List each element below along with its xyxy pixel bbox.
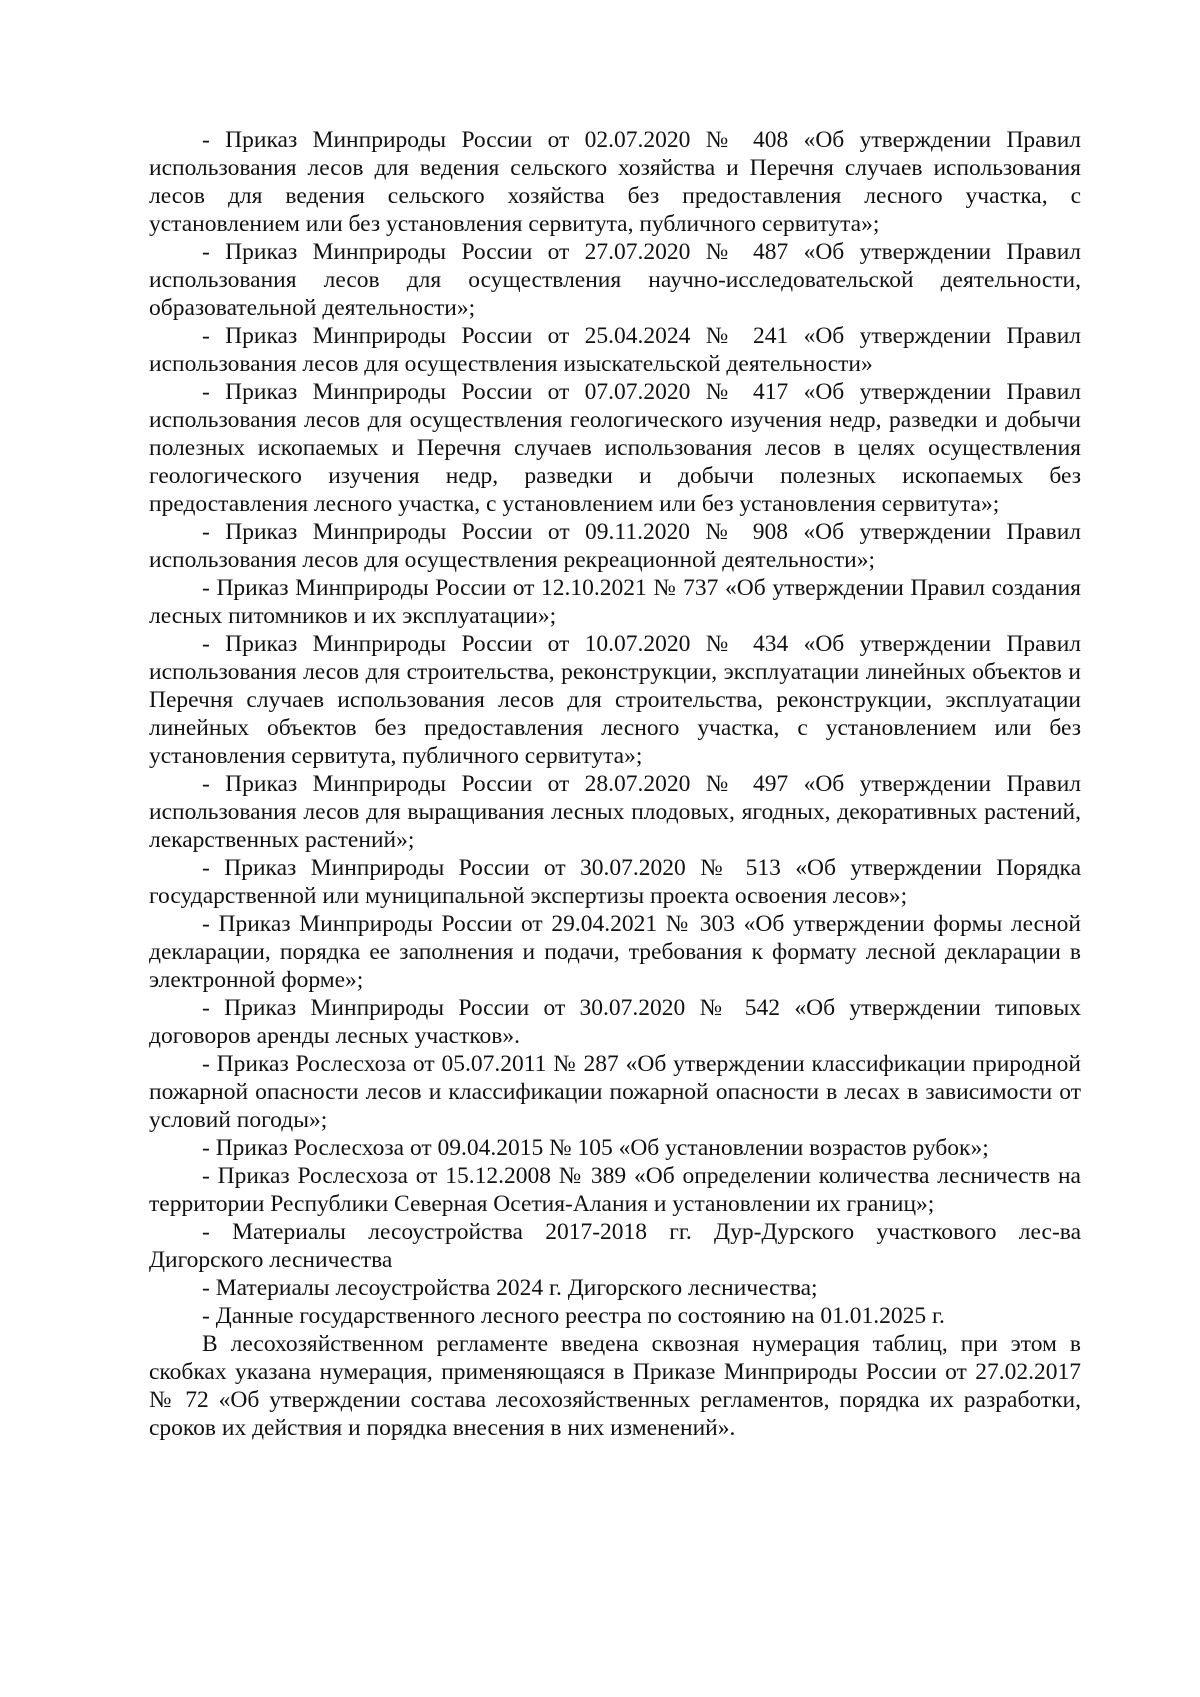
- paragraph-order-542: - Приказ Минприроды России от 30.07.2020 № 542 «Об утверждении типовых договоров аренды лесных участков».: [149, 995, 1081, 1049]
- paragraph-order-434: - Приказ Минприроды России от 10.07.2020 № 434 «Об утверждении Правил использования лесов для строительства, реконструкции, эксплуатации линейных объектов и Перечня случаев использования лесов для строительства, реконструкции, эксплуатации линейных объектов без предоставления лесного участка, с установлением или без установления сервитута, публичного сервитута»;: [149, 631, 1081, 769]
- paragraph-order-737: - Приказ Минприроды России от 12.10.2021 № 737 «Об утверждении Правил создания лесных питомников и их эксплуатации»;: [149, 575, 1081, 629]
- document-body: [149, 126, 1081, 1442]
- paragraph-order-487: - Приказ Минприроды России от 27.07.2020 № 487 «Об утверждении Правил использования лесов для осуществления научно-исследовательской деятельности, образовательной деятельности»;: [149, 239, 1081, 321]
- paragraph-order-497: - Приказ Минприроды России от 28.07.2020 № 497 «Об утверждении Правил использования лесов для выращивания лесных плодовых, ягодных, декоративных растений, лекарственных растений»;: [149, 771, 1081, 853]
- paragraph-order-513: - Приказ Минприроды России от 30.07.2020 № 513 «Об утверждении Порядка государственной или муниципальной экспертизы проекта освоения лесов»;: [149, 855, 1081, 909]
- paragraph-order-408: - Приказ Минприроды России от 02.07.2020 № 408 «Об утверждении Правил использования лесов для ведения сельского хозяйства и Перечня случаев использования лесов для ведения сельского хозяйства без предоставления лесного участка, с установлением или без установления сервитута, публичного сервитута»;: [149, 127, 1081, 237]
- paragraph-order-303: - Приказ Минприроды России от 29.04.2021 № 303 «Об утверждении формы лесной декларации, порядка ее заполнения и подачи, требования к формату лесной декларации в электронной форме»;: [149, 911, 1081, 993]
- paragraph-table-numbering: В лесохозяйственном регламенте введена сквозная нумерация таблиц, при этом в скобках указана нумерация, применяющаяся в Приказе Минприроды России от 27.02.2017 № 72 «Об утверждении состава лесохозяйственных регламентов, порядка их разработки, сроков их действия и порядка внесения в них изменений».: [149, 1331, 1081, 1441]
- paragraph-forest-registry: - Данные государственного лесного реестра по состоянию на 01.01.2025 г.: [202, 1303, 945, 1329]
- paragraph-order-241: - Приказ Минприроды России от 25.04.2024 № 241 «Об утверждении Правил использования лесов для осуществления изыскательской деятельности»: [149, 323, 1081, 377]
- paragraph-survey-2024: - Материалы лесоустройства 2024 г. Дигорского лесничества;: [202, 1275, 818, 1301]
- paragraph-order-105: - Приказ Рослесхоза от 09.04.2015 № 105 «Об установлении возрастов рубок»;: [202, 1135, 989, 1161]
- paragraph-order-908: - Приказ Минприроды России от 09.11.2020 № 908 «Об утверждении Правил использования лесов для осуществления рекреационной деятельности»;: [149, 519, 1081, 573]
- paragraph-order-287: - Приказ Рослесхоза от 05.07.2011 № 287 «Об утверждении классификации природной пожарной опасности лесов и классификации пожарной опасности в лесах в зависимости от условий погоды»;: [149, 1051, 1081, 1133]
- paragraph-order-389: - Приказ Рослесхоза от 15.12.2008 № 389 «Об определении количества лесничеств на территории Республики Северная Осетия-Алания и установлении их границ»;: [149, 1163, 1081, 1217]
- paragraph-survey-2017-2018: - Материалы лесоустройства 2017-2018 гг. Дур-Дурского участкового лес-ва Дигорского лесничества: [149, 1219, 1081, 1273]
- paragraph-order-417: - Приказ Минприроды России от 07.07.2020 № 417 «Об утверждении Правил использования лесов для осуществления геологического изучения недр, разведки и добычи полезных ископаемых и Перечня случаев использования лесов в целях осуществления геологического изучения недр, разведки и добычи полезных ископаемых без предоставления лесного участка, с установлением или без установления сервитута»;: [149, 379, 1081, 517]
